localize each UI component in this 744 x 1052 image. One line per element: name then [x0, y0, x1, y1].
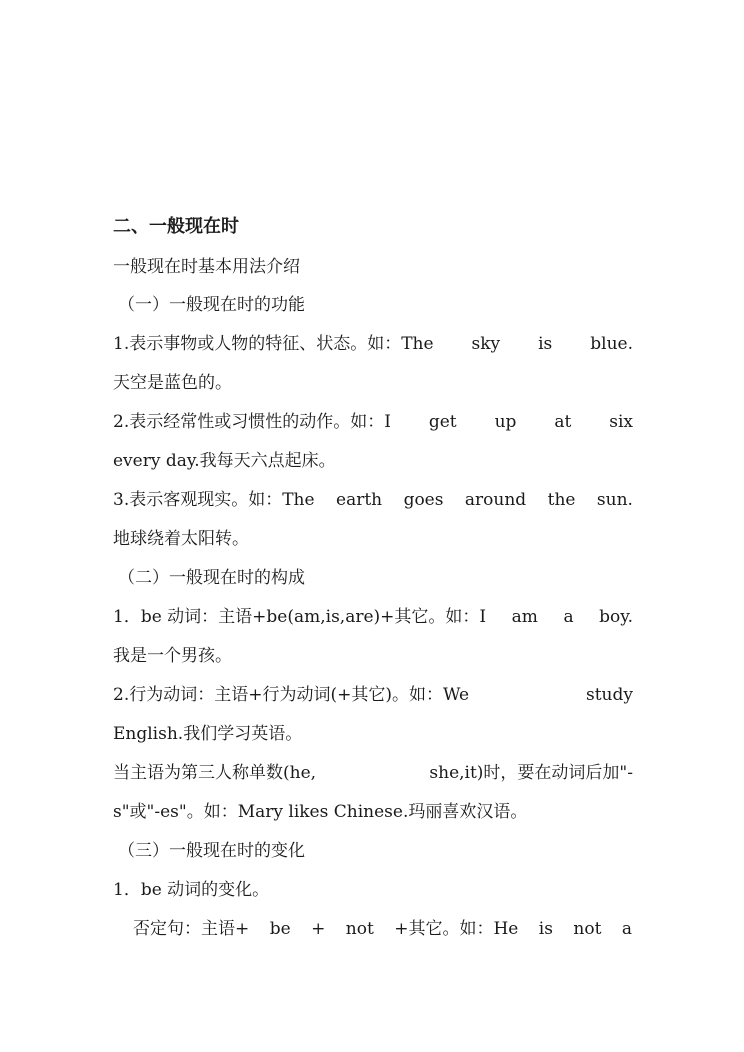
text-span: not [345, 919, 374, 939]
item-5-line [113, 683, 633, 707]
item-7-line [133, 917, 632, 941]
text-span: is [538, 919, 553, 939]
item-4-line [113, 605, 633, 629]
text-span: blue. [590, 334, 633, 354]
note-continuation: s"或"-es"。如：Mary likes Chinese.玛丽喜欢汉语。 [113, 802, 528, 822]
item-6-line: 1．be 动词的变化。 [113, 880, 270, 900]
text-span: am [511, 607, 538, 627]
item-4-continuation: 我是一个男孩。 [113, 646, 232, 666]
text-span: goes [403, 490, 444, 510]
item-1-continuation: 天空是蓝色的。 [113, 373, 232, 393]
text-span: at [554, 412, 572, 432]
item-2-continuation: every day.我每天六点起床。 [113, 451, 336, 471]
item-3-line [113, 488, 633, 512]
text-span: 1.表示事物或人物的特征、状态。如：The [113, 334, 434, 354]
text-span: get [428, 412, 457, 432]
text-span: she,it)时，要在动词后加"- [429, 763, 633, 783]
text-span: around [464, 490, 527, 510]
text-span: + [311, 919, 326, 939]
item-5-continuation: English.我们学习英语。 [113, 724, 303, 744]
section-title-3: （三）一般现在时的变化 [118, 841, 305, 861]
text-span: sun. [596, 490, 633, 510]
text-span: be [269, 919, 291, 939]
text-span: not [573, 919, 602, 939]
subtitle: 一般现在时基本用法介绍 [113, 257, 300, 277]
text-span: sky [471, 334, 501, 354]
text-span: 3.表示客观现实。如：The [113, 490, 315, 510]
text-span: a [563, 607, 574, 627]
text-span: up [494, 412, 517, 432]
text-span: study [586, 685, 633, 705]
text-span: is [538, 334, 553, 354]
section-heading: 二、一般现在时 [113, 216, 239, 237]
text-span: a [621, 919, 632, 939]
note-line [113, 761, 633, 785]
text-span: earth [336, 490, 383, 510]
text-span: +其它。如：He [394, 919, 519, 939]
text-span: 当主语为第三人称单数(he, [113, 763, 317, 783]
section-title-2: （二）一般现在时的构成 [118, 568, 305, 588]
text-span: 2.表示经常性或习惯性的动作。如：I [113, 412, 391, 432]
item-3-continuation: 地球绕着太阳转。 [113, 529, 249, 549]
section-title-1: （一）一般现在时的功能 [118, 295, 305, 315]
text-span: the [547, 490, 576, 510]
item-1-line [113, 332, 633, 356]
text-span: 1．be 动词：主语+be(am,is,are)+其它。如：I [113, 607, 487, 627]
item-2-line [113, 410, 633, 434]
text-span: six [609, 412, 633, 432]
text-span: 2.行为动词：主语+行为动词(+其它)。如：We [113, 685, 470, 705]
text-span: 否定句：主语+ [133, 919, 250, 939]
text-span: boy. [599, 607, 633, 627]
